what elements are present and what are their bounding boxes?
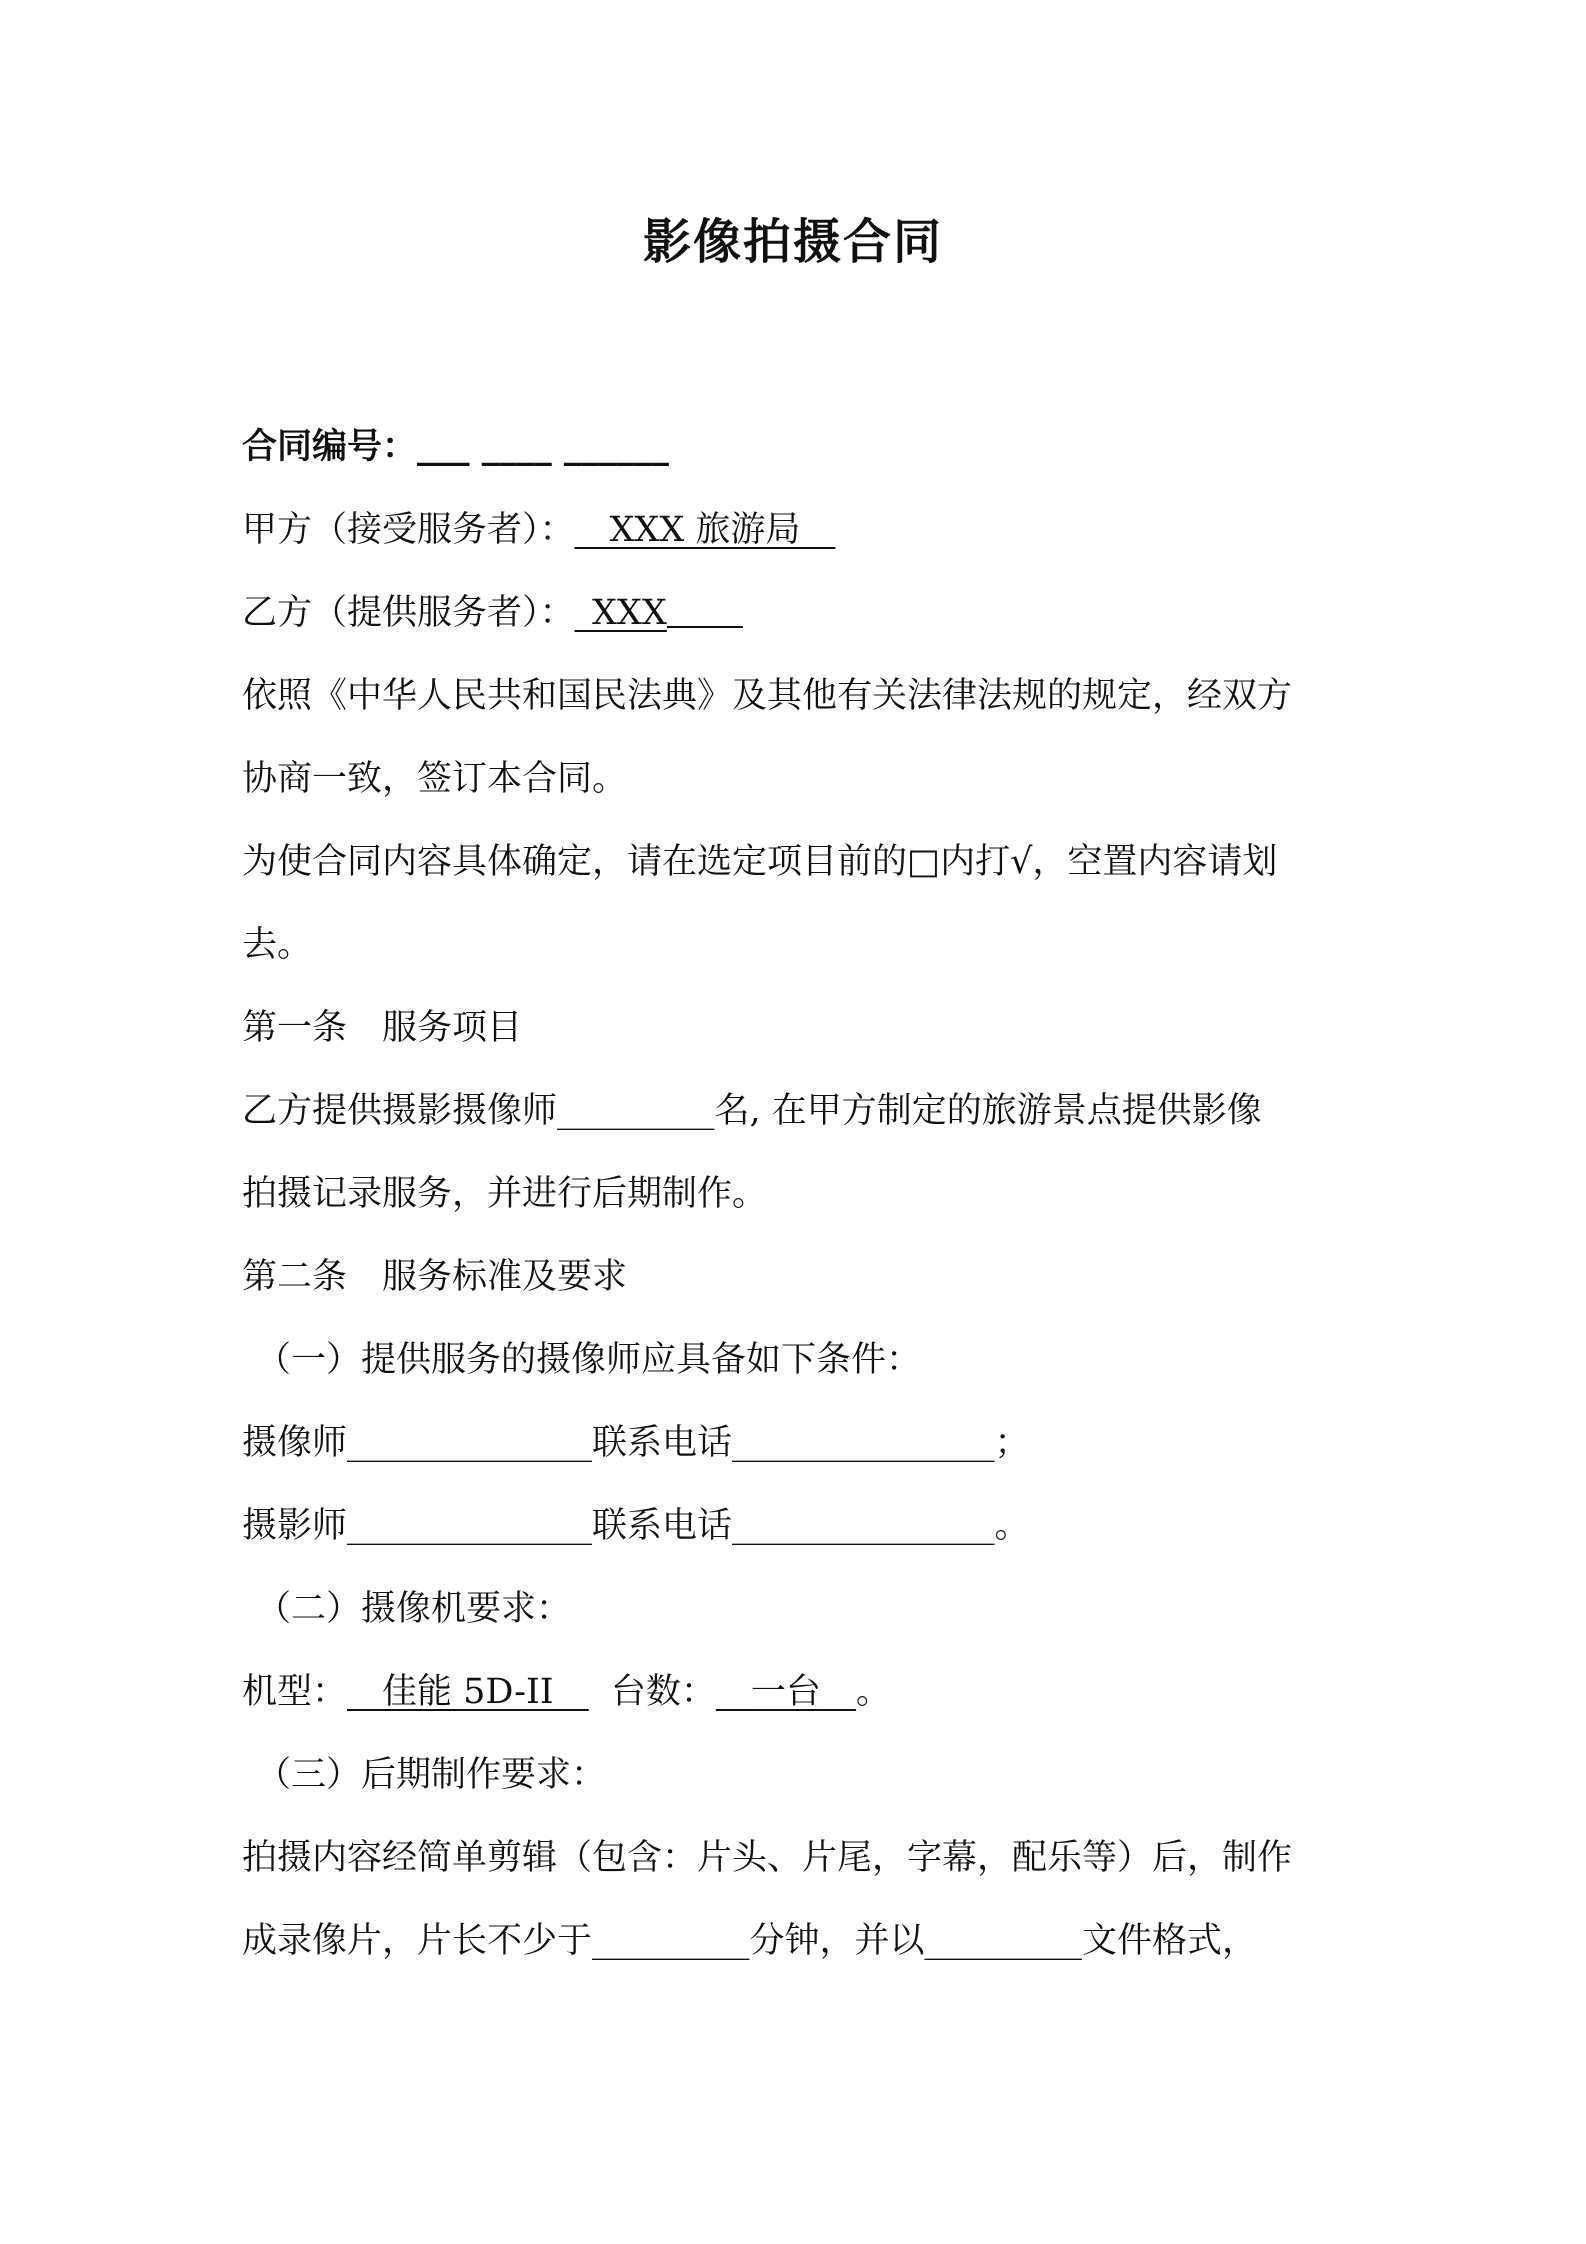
party-a-line [242, 489, 1362, 572]
article-2-sub-2: （二）摄像机要求： [256, 1589, 572, 1629]
article-1-line-1: 乙方提供摄影摄像师_________名, 在甲方制定的旅游景点提供影像 [242, 1091, 1262, 1131]
camera-end: 。 [855, 1672, 891, 1712]
photographer-blank: ______________ [347, 1506, 593, 1546]
party-b-value: _XXX [574, 593, 667, 633]
camera-count-label: 台数： [610, 1672, 716, 1712]
camera-count-value: __一台__ [715, 1672, 856, 1712]
camera-model-label: 机型： [242, 1672, 348, 1712]
contract-number-blank: ___ ____ ______ [417, 427, 669, 467]
article-2-sub-3: （三）后期制作要求： [256, 1755, 607, 1795]
document-body [242, 406, 1362, 1983]
contract-number-label: 合同编号： [242, 427, 418, 467]
videographer-end: ； [994, 1423, 1030, 1463]
photographer-line [242, 1485, 1362, 1568]
camera-model-value: __佳能 5D-II__ [347, 1672, 589, 1712]
camera-line [242, 1651, 1362, 1734]
article-1-heading: 第一条 服务项目 [242, 1008, 523, 1048]
article-2-sub-1: （一）提供服务的摄像师应具备如下条件： [256, 1340, 922, 1380]
article-2-heading: 第二条 服务标准及要求 [242, 1257, 628, 1297]
preamble-line-1b: 协商一致，签订本合同。 [242, 759, 628, 799]
photographer-phone-blank: _______________ [732, 1506, 995, 1546]
videographer-phone-label: 联系电话 [592, 1423, 733, 1463]
contract-number-line [242, 406, 1362, 489]
videographer-phone-blank: _______________ [732, 1423, 995, 1463]
post-production-line-1: 拍摄内容经简单剪辑（包含：片头、片尾，字幕，配乐等）后，制作 [242, 1838, 1293, 1878]
preamble-line-2b: 去。 [242, 925, 313, 965]
party-a-value: __XXX 旅游局__ [574, 510, 836, 550]
photographer-label: 摄影师 [242, 1506, 348, 1546]
preamble-line-2: 为使合同内容具体确定，请在选定项目前的□内打√，空置内容请划 [242, 842, 1278, 882]
party-b-underline [667, 586, 743, 628]
preamble-line-1: 依照《中华人民共和国民法典》及其他有关法律法规的规定，经双方 [242, 676, 1293, 716]
videographer-blank: ______________ [347, 1423, 593, 1463]
photographer-end: 。 [994, 1506, 1030, 1546]
party-b-label: 乙方（提供服务者）： [242, 593, 575, 633]
photographer-phone-label: 联系电话 [592, 1506, 733, 1546]
article-1-line-2: 拍摄记录服务，并进行后期制作。 [242, 1174, 768, 1214]
document-title: 影像拍摄合同 [642, 214, 943, 270]
party-a-label: 甲方（接受服务者）： [242, 510, 575, 550]
post-production-line-2: 成录像片，片长不少于_________分钟，并以_________文件格式， [242, 1921, 1258, 1961]
videographer-label: 摄像师 [242, 1423, 348, 1463]
party-b-line [242, 572, 1362, 655]
videographer-line [242, 1402, 1362, 1485]
